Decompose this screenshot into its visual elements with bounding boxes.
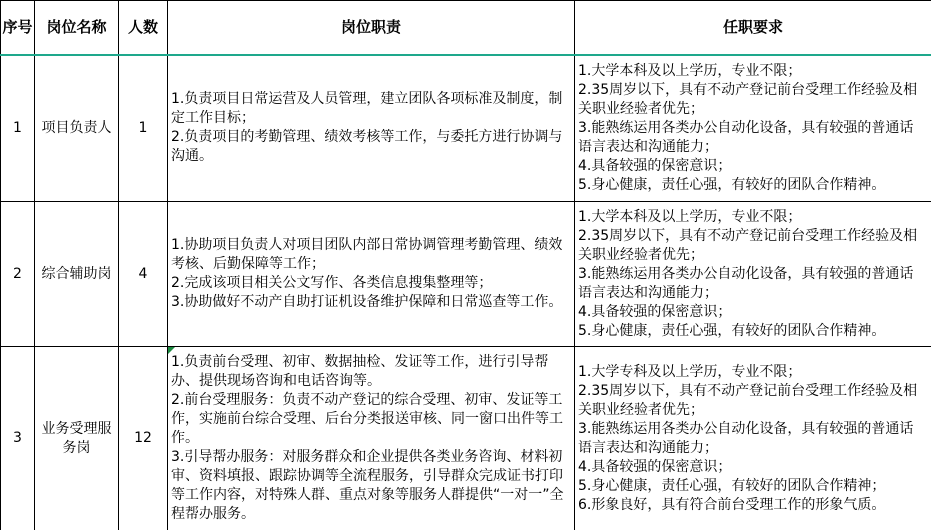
cell-duties [168, 347, 575, 530]
cell-row-no [1, 55, 35, 202]
text-line: 2.前台受理服务：负责不动产登记的综合受理、初审、发证等工作，实施前台综合受理、后台分类报送审核、同一窗口出件等工作。 [171, 392, 563, 446]
cell-requirements [575, 55, 931, 202]
text-line: 1.大学本科及以上学历，专业不限； [578, 62, 802, 79]
text-line: 3.能熟练运用各类办公自动化设备，具有较强的普通话语言表达和沟通能力； [578, 119, 914, 155]
text-line: 5.身心健康，责任心强，有较好的团队合作精神。 [578, 322, 886, 339]
text-line: 2.负责项目的考勤管理、绩效考核等工作，与委托方进行协调与沟通。 [171, 129, 563, 165]
text-line: 1.大学专科及以上学历，专业不限； [578, 363, 802, 380]
header-headcount: 人数 [119, 1, 168, 55]
header-position-name: 岗位名称 [35, 1, 119, 55]
cell-headcount [119, 347, 168, 530]
text-line: 业务受理服务岗 [41, 420, 112, 456]
cell-position-name [35, 202, 119, 347]
text-line: 5.身心健康，责任心强，有较好的团队合作精神； [578, 477, 886, 494]
text-line: 4.具备较强的保密意识； [578, 157, 732, 174]
text-line: 3 [13, 430, 22, 446]
text-line: 2.35周岁以下，具有不动产登记前台受理工作经验及相关职业经验者优先； [578, 227, 918, 263]
cell-duties [168, 55, 575, 202]
cell-requirements [575, 202, 931, 347]
cell-requirements [575, 347, 931, 530]
text-line: 5.身心健康，责任心强，有较好的团队合作精神。 [578, 176, 886, 193]
text-line: 1 [13, 119, 22, 136]
text-line: 3.能熟练运用各类办公自动化设备，具有较强的普通话语言表达和沟通能力； [578, 420, 914, 456]
text-line: 1 [138, 119, 148, 136]
table-row [1, 55, 931, 202]
text-line: 项目负责人 [41, 119, 112, 136]
table-row [1, 347, 931, 530]
text-line: 4.具备较强的保密意识； [578, 458, 732, 475]
text-line: 3.引导帮办服务：对服务群众和企业提供各类业务咨询、材料初审、资料填报、跟踪协调等全流程服务，引导群众完成证书打印等工作内容，对特殊人群、重点对象等服务人群提供“一对一”全程帮办服务。 [171, 449, 564, 522]
text-line: 2.完成该项目相关公文写作、各类信息搜集整理等； [171, 275, 493, 291]
cell-headcount [119, 202, 168, 347]
text-line: 3.协助做好不动产自助打证机设备维护保障和日常巡查等工作。 [171, 294, 563, 310]
header-row [1, 1, 931, 55]
text-line: 12 [134, 430, 152, 446]
cell-duties [168, 202, 575, 347]
text-line: 4.具备较强的保密意识； [578, 303, 732, 320]
table-row [1, 202, 931, 347]
text-line: 综合辅助岗 [41, 265, 112, 282]
header-requirements: 任职要求 [575, 1, 931, 55]
text-line: 6.形象良好，具有符合前台受理工作的形象气质。 [578, 496, 886, 513]
text-line: 4 [138, 265, 148, 282]
text-line: 1.协助项目负责人对项目团队内部日常协调管理考勤管理、绩效考核、后勤保障等工作； [171, 237, 563, 272]
text-line: 2.35周岁以下，具有不动产登记前台受理工作经验及相关职业经验者优先； [578, 81, 918, 117]
text-line: 1.负责项目日常运营及人员管理，建立团队各项标准及制度，制定工作目标； [171, 91, 563, 127]
text-line: 3.能熟练运用各类办公自动化设备，具有较强的普通话语言表达和沟通能力； [578, 265, 914, 301]
text-line: 2.35周岁以下，具有不动产登记前台受理工作经验及相关职业经验者优先； [578, 382, 918, 418]
table-body [1, 55, 931, 530]
cell-row-no [1, 347, 35, 530]
text-line: 1.负责前台受理、初审、数据抽检、发证等工作，进行引导帮办、提供现场咨询和电话咨询等。 [171, 354, 549, 389]
cell-position-name [35, 55, 119, 202]
cell-error-corner-icon [168, 347, 175, 354]
cell-position-name [35, 347, 119, 530]
header-no: 序号 [1, 1, 35, 55]
cell-row-no [1, 202, 35, 347]
cell-headcount [119, 55, 168, 202]
header-duties: 岗位职责 [168, 1, 575, 55]
text-line: 2 [13, 265, 22, 282]
text-line: 1.大学本科及以上学历，专业不限； [578, 208, 802, 225]
